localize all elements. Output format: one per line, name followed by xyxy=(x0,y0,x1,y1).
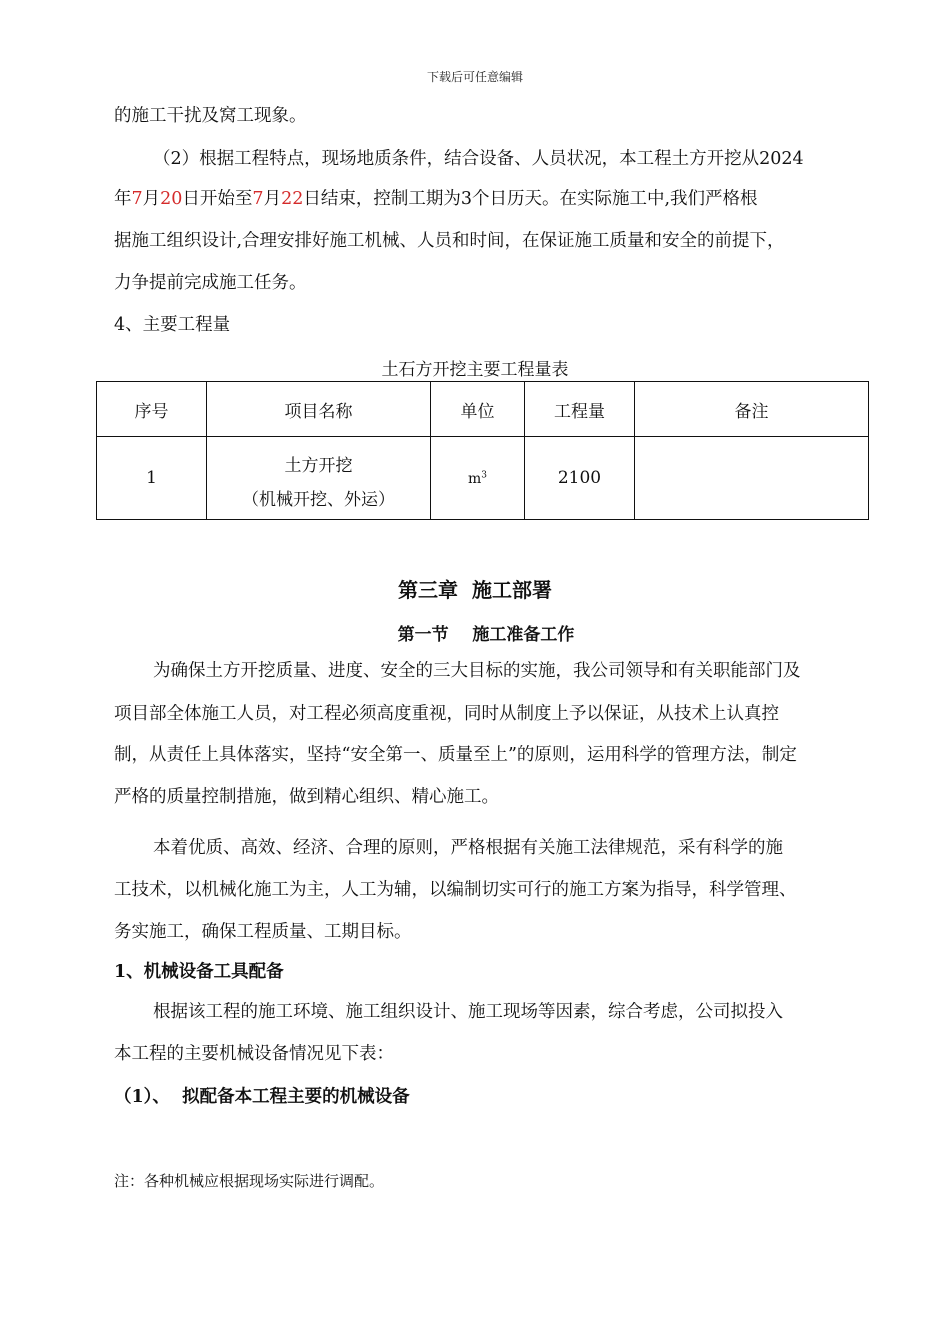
table-caption: 土石方开挖主要工程量表 xyxy=(381,360,569,380)
row-number-cell: 1 xyxy=(97,437,207,520)
item-name-cell xyxy=(207,437,431,520)
item-note: （机械开挖、外运） xyxy=(242,490,395,510)
header-cell: 备注 xyxy=(635,382,869,437)
header-cell: 序号 xyxy=(97,382,207,437)
note: 注：各种机械应根据现场实际进行调配。 xyxy=(114,1172,385,1190)
paragraph-line: 本着优质、高效、经济、合理的原则，严格根据有关施工法律规范，采有科学的施 xyxy=(153,838,783,858)
subsection-heading: 1、机械设备工具配备 xyxy=(114,962,284,982)
item-name: 土方开挖 xyxy=(284,456,353,476)
text-segment: 年 xyxy=(114,189,132,209)
paragraph-line: 项目部全体施工人员，对工程必须高度重视，同时从制度上予以保证，从技术上认真控 xyxy=(114,704,779,724)
paragraph-line: 力争提前完成施工任务。 xyxy=(114,273,307,293)
table-header-row xyxy=(97,382,869,437)
subsection-heading: （1）、 拟配备本工程主要的机械设备 xyxy=(114,1087,410,1107)
header-cell: 工程量 xyxy=(525,382,635,437)
unit-superscript: 3 xyxy=(481,470,487,481)
paragraph-line: 严格的质量控制措施，做到精心组织、精心施工。 xyxy=(114,787,499,807)
text-segment: 日开始至 xyxy=(182,189,253,209)
paragraph-line: 务实施工，确保工程质量、工期目标。 xyxy=(114,922,412,942)
header-cell: 项目名称 xyxy=(207,382,431,437)
paragraph-line: 的施工干扰及窝工现象。 xyxy=(114,106,307,126)
month-value: 7 xyxy=(131,189,143,209)
paragraph-line: 据施工组织设计,合理安排好施工机械、人员和时间，在保证施工质量和安全的前提下， xyxy=(114,231,785,251)
unit-base: m xyxy=(467,471,482,487)
section-title: 4、主要工程量 xyxy=(114,315,231,335)
page-header: 下载后可任意编辑 xyxy=(426,70,523,84)
remark-cell xyxy=(635,437,869,520)
paragraph-line: 为确保土方开挖质量、进度、安全的三大目标的实施，我公司领导和有关职能部门及 xyxy=(153,661,801,681)
paragraph-line: （2）根据工程特点，现场地质条件，结合设备、人员状况，本工程土方开挖从2024 xyxy=(153,149,804,169)
month-value: 7 xyxy=(252,189,264,209)
header-cell: 单位 xyxy=(431,382,525,437)
section-heading: 第一节 施工准备工作 xyxy=(397,625,575,645)
paragraph-line: 根据该工程的施工环境、施工组织设计、施工现场等因素，综合考虑，公司拟投入 xyxy=(153,1002,783,1022)
unit-value xyxy=(468,471,487,487)
quantity-table xyxy=(96,381,869,520)
table-row xyxy=(97,437,869,520)
day-value: 22 xyxy=(281,189,304,209)
paragraph-line: 本工程的主要机械设备情况见下表： xyxy=(114,1044,394,1064)
text-segment: 月 xyxy=(142,189,161,209)
chapter-title: 第三章 施工部署 xyxy=(398,578,552,602)
day-value: 20 xyxy=(160,189,183,209)
unit-cell xyxy=(431,437,525,520)
paragraph-line: 工技术，以机械化施工为主，人工为辅，以编制切实可行的施工方案为指导，科学管理、 xyxy=(114,880,797,900)
paragraph-line xyxy=(114,187,758,211)
paragraph-line: 制，从责任上具体落实，坚持“安全第一、质量至上”的原则，运用科学的管理方法，制定 xyxy=(114,745,797,765)
quantity-cell: 2100 xyxy=(525,437,635,520)
text-segment: 日结束，控制工期为3个日历天。在实际施工中,我们严格根 xyxy=(303,189,758,209)
text-segment: 月 xyxy=(263,189,282,209)
